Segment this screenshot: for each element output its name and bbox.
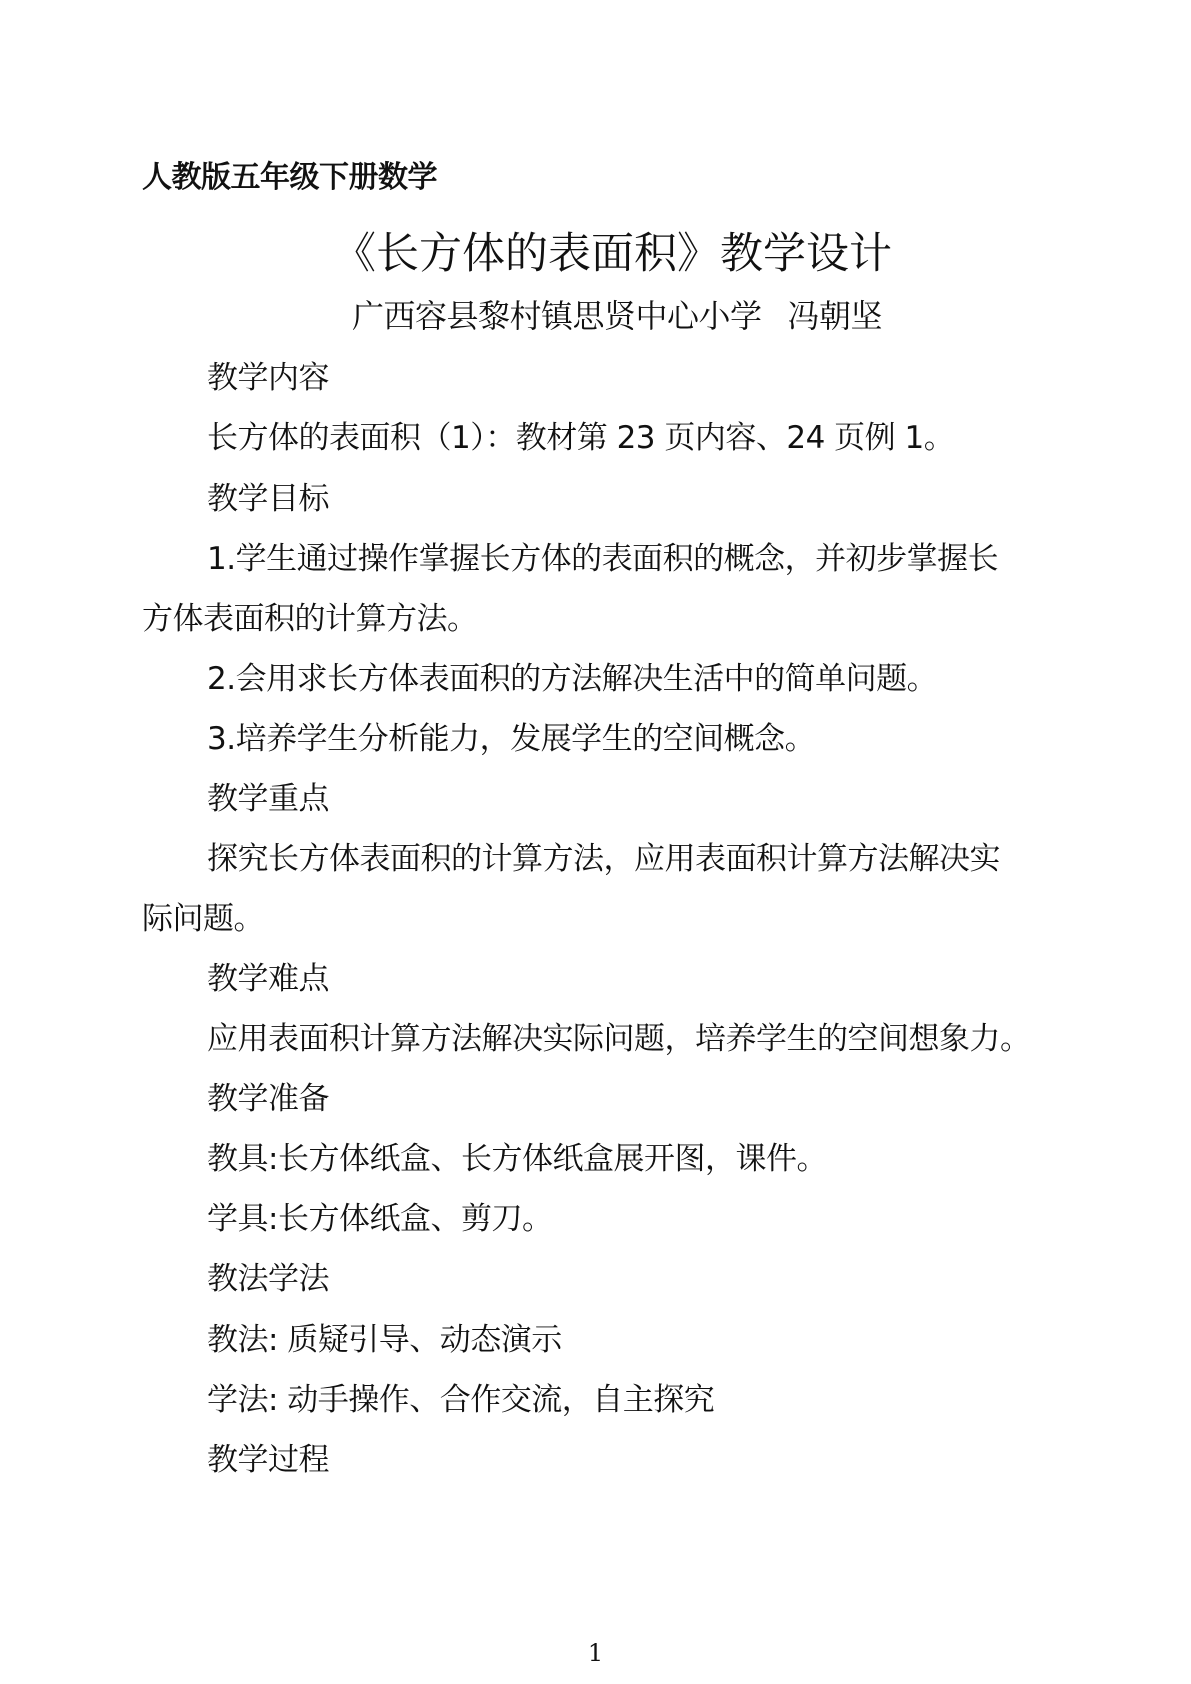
author-line [352,296,882,336]
section-heading-methods: 教法学法 [207,1261,329,1297]
difficulty-text: 应用表面积计算方法解决实际问题，培养学生的空间想象力。 [207,1021,1031,1057]
objective-1-line-2: 方体表面积的计算方法。 [142,601,478,637]
objective-3: 3.培养学生分析能力，发展学生的空间概念。 [207,721,816,757]
section-heading-preparation: 教学准备 [207,1081,329,1117]
document-title: 《长方体的表面积》教学设计 [333,229,892,279]
author-name: 冯朝坚 [787,297,883,335]
section-heading-objectives: 教学目标 [207,481,329,517]
objective-2: 2.会用求长方体表面积的方法解决生活中的简单问题。 [207,661,938,697]
objective-1-line-1: 1.学生通过操作掌握长方体的表面积的概念，并初步掌握长 [207,541,999,577]
page-number: 1 [587,1639,604,1667]
content-text: 长方体的表面积（1）：教材第 23 页内容、24 页例 1。 [207,420,955,456]
author-school: 广西容县黎村镇思贤中心小学 [352,297,762,335]
section-heading-difficulty: 教学难点 [207,961,329,997]
section-heading-key-points: 教学重点 [207,781,329,817]
key-points-line-2: 际问题。 [142,901,264,937]
teacher-materials: 教具:长方体纸盒、长方体纸盒展开图，课件。 [207,1141,827,1177]
section-heading-content: 教学内容 [207,360,329,396]
section-heading-process: 教学过程 [207,1442,329,1478]
student-materials: 学具:长方体纸盒、剪刀。 [207,1201,553,1237]
key-points-line-1: 探究长方体表面积的计算方法，应用表面积计算方法解决实 [207,841,1000,877]
series-label: 人教版五年级下册数学 [142,160,437,195]
teaching-method: 教法: 质疑引导、动态演示 [207,1322,562,1358]
learning-method: 学法: 动手操作、合作交流，自主探究 [207,1382,715,1418]
